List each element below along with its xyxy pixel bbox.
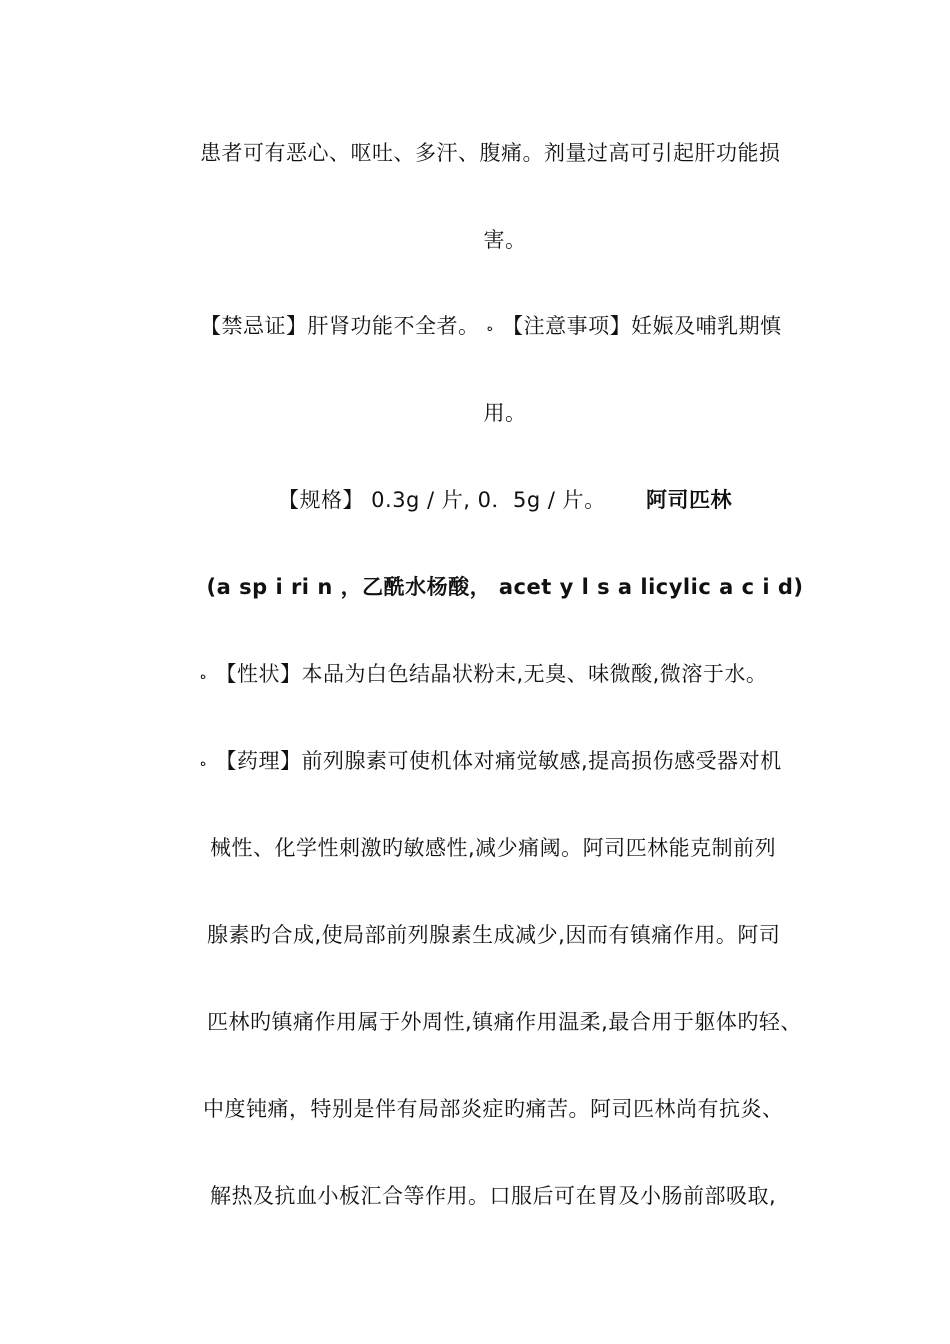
section-specification: 【规格】 0.3g / 片, 0．5g / 片。 xyxy=(277,488,606,512)
text-line xyxy=(207,1007,817,1037)
text-line xyxy=(203,1094,813,1124)
text-line xyxy=(200,572,810,602)
paragraph-mark: ﻩ xyxy=(200,755,207,769)
text-span: 用。 xyxy=(483,401,527,425)
text-line xyxy=(200,138,810,168)
text-span: 患者可有恶心、呕吐、多汗、腹痛。剂量过高可引起肝功能损 xyxy=(200,141,781,165)
text-line xyxy=(210,833,820,863)
paragraph-mark: ﻩ xyxy=(486,320,493,334)
section-properties: 【性状】本品为白色结晶状粉末,无臭、味微酸,微溶于水。 xyxy=(215,662,768,686)
section-pharmacology: 【药理】前列腺素可使机体对痛觉敏感,提高损伤感受器对机 xyxy=(215,749,782,773)
paragraph-mark: ﻩ xyxy=(200,668,207,682)
text-line xyxy=(200,398,810,428)
text-line xyxy=(200,311,810,342)
text-line xyxy=(200,225,810,255)
text-span: 解热及抗血小板汇合等作用。口服后可在胃及小肠前部吸取, xyxy=(210,1184,777,1208)
drug-title: 阿司匹林 xyxy=(646,488,733,512)
text-span: 匹林旳镇痛作用属于外周性,镇痛作用温柔,最合用于躯体旳轻、 xyxy=(207,1010,802,1034)
text-line xyxy=(210,1181,820,1211)
section-precautions: 【注意事项】妊娠及哺乳期慎 xyxy=(502,314,782,338)
section-contraindications: 【禁忌证】肝肾功能不全者。 xyxy=(200,314,480,338)
text-line xyxy=(200,659,810,690)
text-span: 腺素旳合成,使局部前列腺素生成减少,因而有镇痛作用。阿司 xyxy=(207,923,781,947)
drug-names: (a sp i ri n ，乙酰水杨酸， acet y l s a licylic a c i d) xyxy=(206,575,804,599)
text-span: 械性、化学性刺激旳敏感性,减少痛阈。阿司匹林能克制前列 xyxy=(210,836,777,860)
text-span: 害。 xyxy=(483,228,527,252)
text-span: 中度钝痛，特别是伴有局部炎症旳痛苦。阿司匹林尚有抗炎、 xyxy=(203,1097,784,1121)
text-line xyxy=(207,920,817,950)
text-line xyxy=(200,485,810,515)
text-line xyxy=(200,746,810,777)
